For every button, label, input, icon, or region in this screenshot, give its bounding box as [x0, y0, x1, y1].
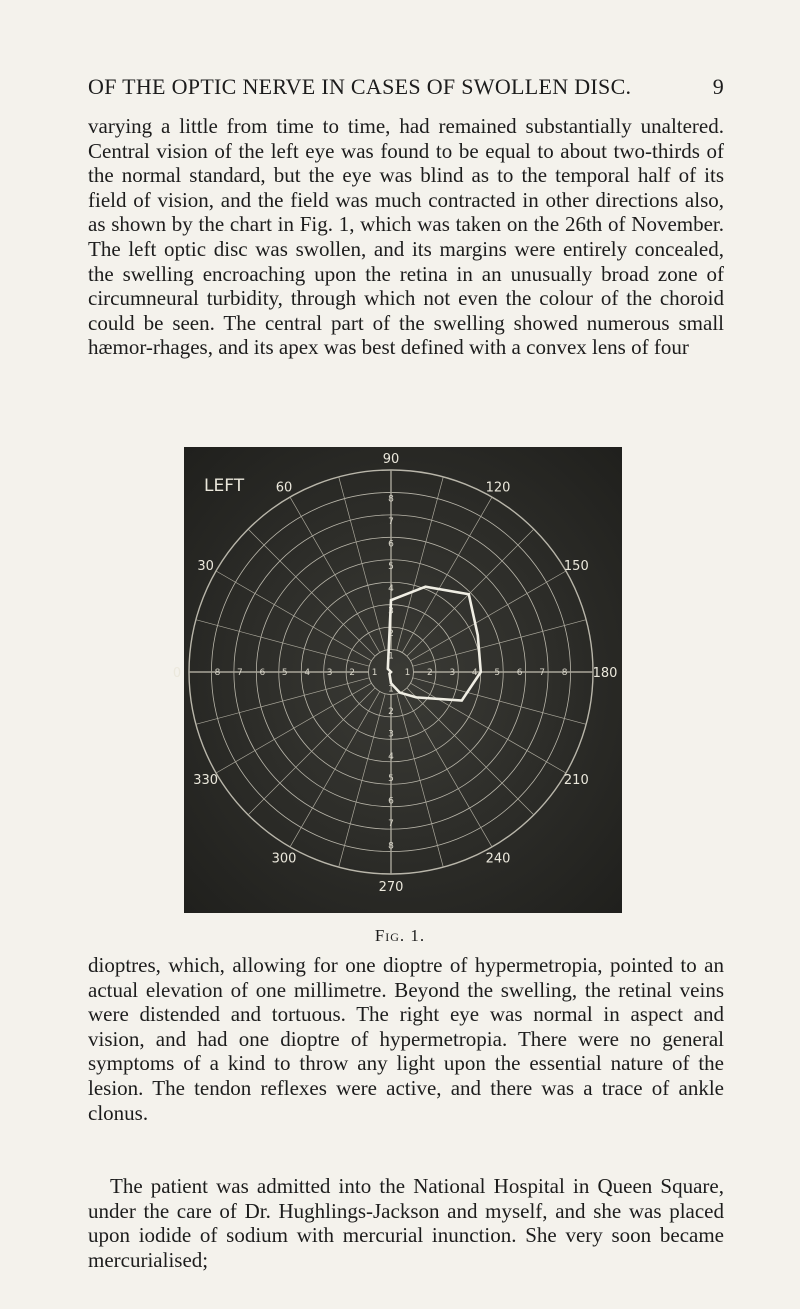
- scale-label-90-60: 6: [388, 539, 394, 550]
- scale-label-270-40: 4: [388, 751, 394, 762]
- meridian-label-330: 330: [193, 773, 219, 788]
- scale-label-270-50: 5: [388, 774, 394, 785]
- scale-label-0-30: 3: [326, 668, 333, 678]
- scale-label-0-70: 7: [237, 668, 243, 678]
- meridian-label-60: 60: [275, 480, 293, 496]
- meridian-label-240: 240: [485, 851, 511, 867]
- scale-label-270-30: 3: [388, 729, 394, 740]
- page-number: 9: [712, 74, 724, 99]
- scale-label-270-10: 1: [388, 684, 394, 695]
- scale-label-90-30: 3: [388, 606, 394, 617]
- meridian-label-150: 150: [563, 559, 589, 574]
- scale-label-270-70: 7: [388, 819, 394, 830]
- scale-label-180-60: 6: [516, 668, 523, 678]
- meridian-label-120: 120: [485, 480, 511, 496]
- scale-label-180-30: 3: [449, 668, 456, 678]
- scale-label-90-10: 1: [388, 651, 394, 662]
- chart-background: [184, 447, 622, 913]
- scale-label-90-80: 8: [388, 494, 394, 505]
- scale-label-180-10: 1: [404, 668, 411, 678]
- meridian-label-30: 30: [197, 559, 214, 574]
- meridian-label-0: 0: [172, 666, 182, 681]
- perimeter-chart-svg: [172, 447, 622, 913]
- scale-label-90-50: 5: [388, 561, 394, 572]
- scale-label-90-20: 2: [388, 629, 394, 640]
- scale-label-0-80: 8: [214, 668, 221, 678]
- scale-label-270-60: 6: [388, 796, 394, 807]
- scale-label-180-50: 5: [494, 668, 501, 678]
- scale-label-180-70: 7: [539, 668, 545, 678]
- meridian-label-210: 210: [563, 773, 589, 788]
- scale-label-0-20: 2: [349, 668, 355, 678]
- scale-label-270-80: 8: [388, 841, 394, 852]
- visual-field-chart: [172, 447, 622, 913]
- scale-label-0-50: 5: [281, 668, 288, 678]
- scale-label-0-10: 1: [371, 668, 378, 678]
- scale-label-0-40: 4: [304, 668, 311, 678]
- scale-label-0-60: 6: [259, 668, 266, 678]
- scale-label-180-80: 8: [561, 668, 568, 678]
- meridian-label-90: 90: [382, 452, 400, 467]
- body-paragraph-1: varying a little from time to time, had remained substantially unaltered. Central vision of the left eye was found to be equal to about two-thirds of the normal standard, but the eye was blind as to the temporal half of its field of vision, and the field was much contracted in other directions also, as shown by the chart in Fig. 1, which was taken on the 26th of November. The left optic disc was swollen, and its margins were entirely concealed, the swelling encroaching upon the retina in an unusually broad zone of circumneural turbidity, through which not even the colour of the choroid could be seen. The central part of the swelling showed numerous small hæmor-rhages, and its apex was best defined with a convex lens of four: [88, 114, 724, 360]
- body-paragraph-2: dioptres, which, allowing for one dioptre of hypermetropia, pointed to an actual elevation of one millimetre. Beyond the swelling, the retinal veins were distended and tortuous. The right eye was normal in aspect and vision, and had one dioptre of hypermetropia. There were no general symptoms of a kind to throw any light upon the essential nature of the lesion. The tendon reflexes were active, and there was a trace of ankle clonus.: [88, 953, 724, 1125]
- scale-label-270-20: 2: [388, 706, 394, 717]
- scale-label-90-70: 7: [388, 516, 394, 527]
- scale-label-90-40: 4: [388, 584, 394, 595]
- meridian-label-270: 270: [378, 880, 404, 895]
- meridian-label-180: 180: [592, 666, 618, 681]
- scale-label-180-40: 4: [471, 668, 478, 678]
- figure-caption: Fig. 1.: [374, 926, 426, 945]
- body-paragraph-3: The patient was admitted into the National Hospital in Queen Square, under the care of Dr. Hughlings-Jackson and myself, and she was placed upon iodide of sodium with mercurial inunction. She very soon became mercurialised;: [88, 1174, 724, 1272]
- scale-label-180-20: 2: [427, 668, 433, 678]
- meridian-label-300: 300: [271, 851, 297, 867]
- running-header: [88, 74, 724, 100]
- running-title: OF THE OPTIC NERVE IN CASES OF SWOLLEN DISC.: [88, 74, 632, 99]
- eye-label: LEFT: [204, 476, 245, 496]
